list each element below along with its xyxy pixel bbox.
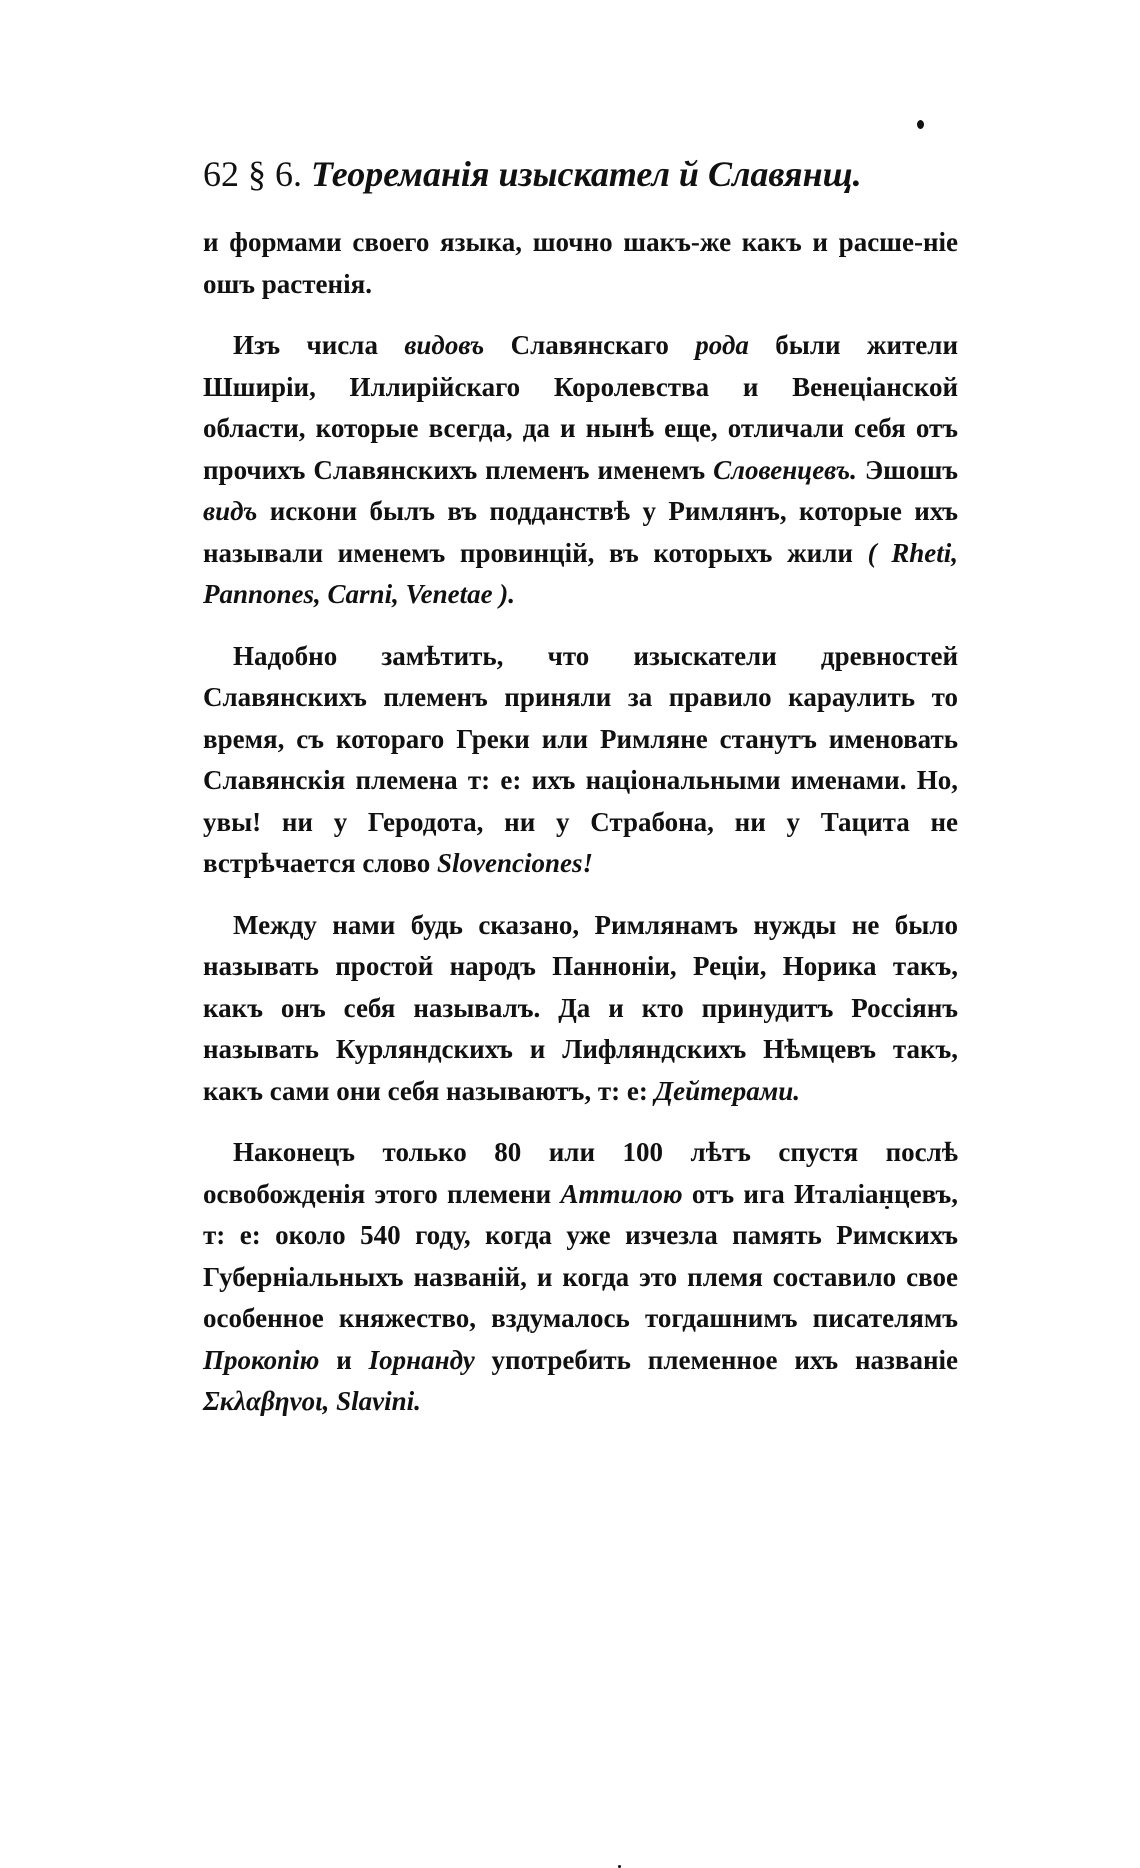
- text-run: искони былъ въ подданствѣ у Римлянъ, которые ихъ называли именемъ провинцій, въ которыхъ жили: [203, 496, 958, 568]
- running-head: [203, 150, 963, 198]
- text-run: Надобно замѣтить, что изыскатели древностей Славянскихъ племенъ приняли за правило караулить то время, съ котораго Греки или Римляне станутъ именовать Славянскія племена т: е: ихъ національными именами. Но, увы! ни у Геродота, ни у Страбона, ни у Тацита не встрѣчается слово: [203, 640, 958, 878]
- paragraph: [203, 1132, 958, 1423]
- italic-run: Дейтерами.: [654, 1075, 800, 1106]
- italic-run: Σκλαβηνοι, Slavini.: [203, 1386, 421, 1416]
- italic-run: видовъ: [404, 330, 485, 360]
- italic-run: Аттилою: [560, 1178, 683, 1209]
- paragraph: [203, 325, 958, 616]
- text-run: Между нами будь сказано, Римлянамъ нужды не было называть простой народъ Панноніи, Реціи, Норика такъ, какъ онъ себя называлъ. Да и кто принудитъ Россіянъ называть Курляндскихъ и Лифляндскихъ Нѣмцевъ такъ, какъ сами они себя называютъ, т: е:: [203, 909, 958, 1106]
- text-run: Славянскаго: [484, 330, 696, 360]
- paragraph: [203, 636, 958, 885]
- running-title: Теореманія изыскател й Славянщ.: [311, 154, 862, 194]
- ink-speck: [917, 120, 924, 129]
- text-run: и: [319, 1344, 369, 1375]
- paragraph: [203, 222, 958, 305]
- italic-run: рода: [695, 330, 749, 360]
- italic-run: ( Rheti, Pannones, Carni, Venetae ).: [203, 537, 958, 609]
- text-run: Изъ числа: [233, 330, 405, 360]
- text-run: употребить племенное ихъ названіе: [474, 1344, 958, 1375]
- text-run: и формами своего языка, шочно шакъ-же какъ и расше-ніе ошъ растенія.: [203, 227, 958, 299]
- paragraph: [203, 905, 958, 1113]
- italic-run: Словенцевъ.: [713, 454, 857, 485]
- text-run: были жители Шширіи, Иллирійскаго Королевства и Венеціанской области, которые всегда, да и нынѣ еще, отличали себя отъ прочихъ Славянскихъ племенъ именемъ: [203, 330, 959, 485]
- text-run: отъ ига Италіанцевъ, т: е: около 540 году, когда уже изчезла память Римскихъ Губерніальныхъ названій, и когда это племя составило свое особенное княжество, вздумалось тогдашнимъ писателямъ: [203, 1178, 958, 1333]
- body-text: [203, 222, 958, 1423]
- italic-run: Іорнанду: [368, 1344, 475, 1375]
- italic-run: Slovenciones!: [436, 848, 593, 878]
- text-run: Наконецъ только 80 или 100 лѣтъ спустя послѣ освобожденія этого племени: [203, 1137, 958, 1209]
- italic-run: видъ: [203, 496, 258, 526]
- page-number: 62: [203, 154, 239, 194]
- italic-run: Прокопію: [203, 1344, 320, 1375]
- text-run: Эшошъ: [856, 454, 958, 485]
- section-number: § 6.: [248, 154, 302, 194]
